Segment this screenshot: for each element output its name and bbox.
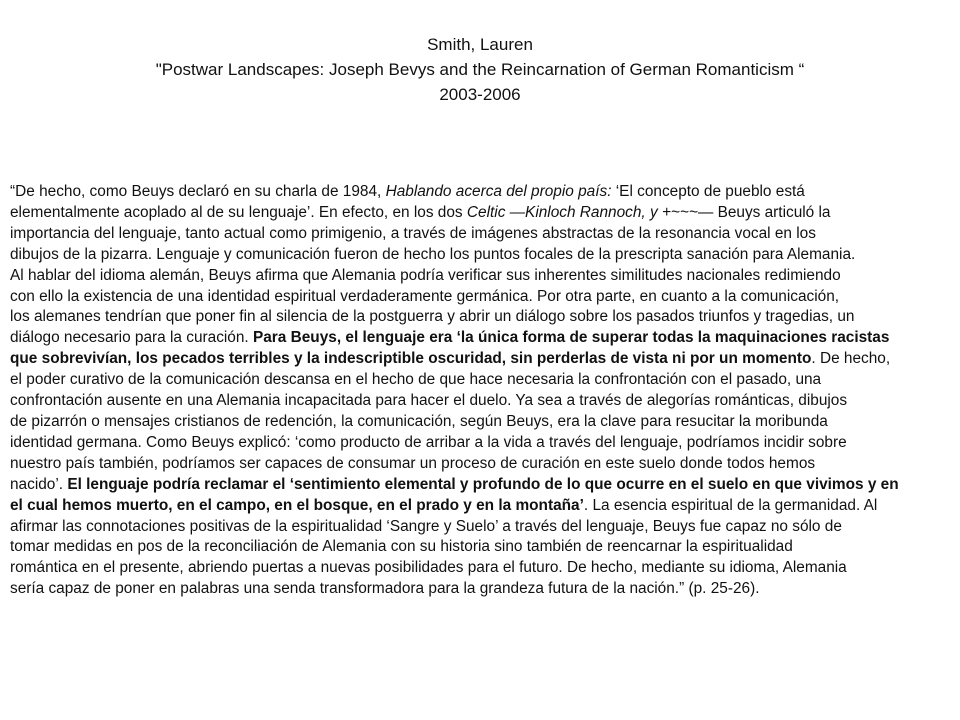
- quote-line: [10, 224, 953, 245]
- quote-italic-segment: Celtic —Kinloch Rannoch, y +~~~: [466, 203, 698, 221]
- quote-text-segment: de pizarrón o mensajes cristianos de redención, la comunicación, según Beuys, era la clave para resucitar la moribunda: [10, 412, 828, 430]
- quote-italic-segment: Hablando acerca del propio país:: [385, 183, 612, 200]
- quote-line: [10, 182, 953, 203]
- citation-header: [0, 32, 960, 107]
- quote-text-segment: identidad germana. Como Beuys explicó: ‘como producto de arribar a la vida a través del lenguaje, podríamos incidir sobre: [10, 433, 847, 451]
- quote-text-segment: . La esencia espiritual de la germanidad. Al: [583, 496, 878, 514]
- quote-line: [10, 412, 953, 433]
- author-name: Smith, Lauren: [427, 35, 533, 54]
- quote-bold-segment: Para Beuys, el lenguaje era ‘la única forma de superar todas la maquinaciones racistas: [252, 329, 890, 347]
- quote-text-segment: dibujos de la pizarra. Lenguaje y comunicación fueron de hecho los puntos focales de la prescripta sanación para Alemania.: [10, 245, 856, 263]
- quote-line: [10, 266, 953, 287]
- work-years: 2003-2006: [439, 85, 521, 104]
- quote-text-segment: . De hecho,: [811, 350, 891, 368]
- quote-text-segment: sería capaz de poner en palabras una senda transformadora para la grandeza futura de la nación.” (p. 25-26).: [10, 580, 760, 598]
- quote-line: [10, 307, 953, 328]
- quote-text-segment: Al hablar del idioma alemán, Beuys afirma que Alemania podría verificar sus inherentes similitudes nacionales redimiendo: [10, 266, 841, 284]
- quote-text-segment: el poder curativo de la comunicación descansa en el hecho de que hace necesaria la confrontación con el pasado, una: [10, 371, 822, 389]
- quote-text-segment: — Beuys articuló la: [697, 203, 831, 221]
- quote-text-segment: nuestro país también, podríamos ser capaces de consumar un proceso de curación en este suelo donde todos hemos: [10, 454, 816, 472]
- quote-text-segment: tomar medidas en pos de la reconciliación de Alemania con su historia sino también de reencarnar la espiritualidad: [10, 538, 793, 556]
- quote-text-segment: elementalmente acoplado al de su lenguaje’. En efecto, en los dos: [10, 203, 467, 221]
- quote-line: [10, 433, 953, 454]
- quote-line: [10, 475, 953, 496]
- quote-bold-segment: El lenguaje podría reclamar el ‘sentimiento elemental y profundo de lo que ocurre en el suelo en que vivimos y en: [67, 475, 899, 493]
- quote-line: [10, 349, 953, 370]
- quote-bold-segment: que sobrevivían, los pecados terribles y la indescriptible oscuridad, sin perderlas de vista ni por un momento: [10, 350, 812, 368]
- quote-line: [10, 517, 953, 538]
- quote-text-segment: los alemanes tendrían que poner fin al silencia de la postguerra y abrir un diálogo sobre los pasados triunfos y tragedias, un: [10, 308, 855, 326]
- quote-bold-segment: el cual hemos muerto, en el campo, en el bosque, en el prado y en la montaña’: [10, 496, 584, 514]
- quote-text-segment: afirmar las connotaciones positivas de la espiritualidad ‘Sangre y Suelo’ a través del lenguaje, Beuys fue capaz no sólo de: [10, 517, 842, 535]
- quote-line: [10, 328, 953, 349]
- quote-paragraph: [10, 182, 953, 600]
- quote-line: [10, 558, 953, 579]
- quote-text-segment: “De hecho, como Beuys declaró en su charla de 1984,: [10, 183, 386, 200]
- quote-text-segment: nacido’.: [10, 475, 68, 493]
- quote-line: [10, 370, 953, 391]
- quote-text-segment: con ello la existencia de una identidad espiritual verdaderamente germánica. Por otra parte, en cuanto a la comunicación,: [10, 287, 840, 305]
- quote-text-segment: importancia del lenguaje, tanto actual como primigenio, a través de imágenes abstractas de la resonancia vocal en los: [10, 224, 816, 242]
- quote-text-segment: ‘El concepto de pueblo está: [611, 183, 805, 200]
- quote-text-segment: diálogo necesario para la curación.: [10, 329, 253, 347]
- quote-line: [10, 537, 953, 558]
- quote-line: [10, 579, 953, 600]
- work-title: "Postwar Landscapes: Joseph Bevys and the Reincarnation of German Romanticism “: [155, 60, 805, 79]
- quote-line: [10, 454, 953, 475]
- quote-text-segment: romántica en el presente, abriendo puertas a nuevas posibilidades para el futuro. De hecho, mediante su idioma, Alemania: [10, 559, 847, 577]
- quote-line: [10, 245, 953, 266]
- quote-line: [10, 287, 953, 308]
- quote-line: [10, 496, 953, 517]
- quote-text-segment: confrontación ausente en una Alemania incapacitada para hacer el duelo. Ya sea a través de alegorías románticas, dibujos: [10, 392, 848, 410]
- quote-line: [10, 391, 953, 412]
- quote-line: [10, 203, 953, 224]
